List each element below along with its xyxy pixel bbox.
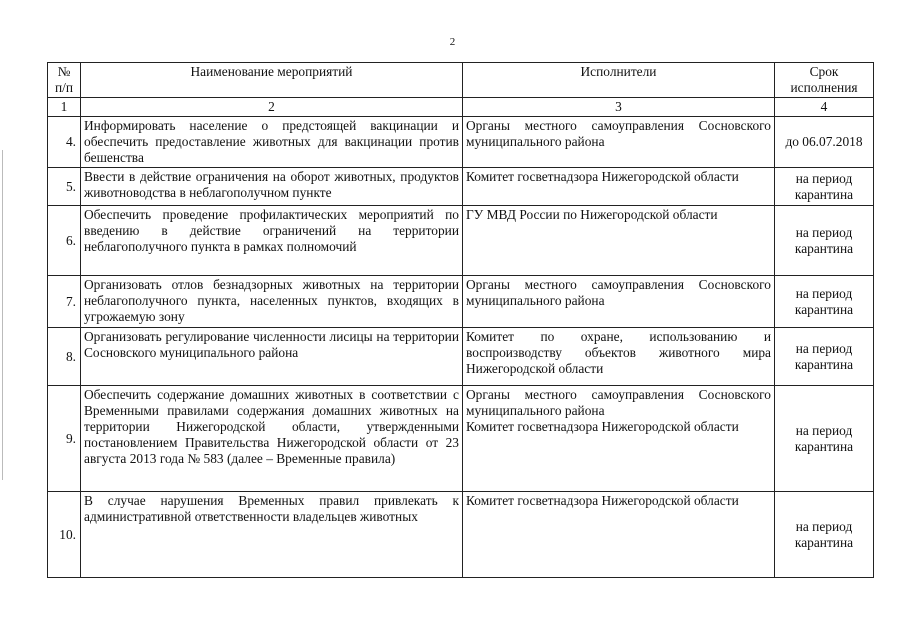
row-number: 5. (48, 168, 81, 206)
table-row (48, 386, 874, 492)
term-cell: до 06.07.2018 (775, 117, 874, 168)
term-cell: на период карантина (775, 492, 874, 578)
executor: Комитет госветнадзора Нижегородской области (466, 493, 739, 508)
measure-name: Ввести в действие ограничения на оборот животных, продуктов животноводства в неблагополучном пункте (81, 168, 463, 206)
row-number: 8. (48, 328, 81, 386)
measures-table (47, 62, 874, 578)
measure-name: Информировать население о предстоящей вакцинации и обеспечить предоставление животных для вакцинации против бешенства (81, 117, 463, 168)
index-row (48, 98, 874, 117)
executors-cell (463, 168, 775, 206)
executor: Органы местного самоуправления Сосновского муниципального района (466, 118, 771, 149)
executor: Комитет по охране, использованию и воспроизводству объектов животного мира Нижегородской области (466, 329, 771, 376)
index-cell: 2 (81, 98, 463, 117)
row-number: 6. (48, 206, 81, 276)
executors-cell (463, 386, 775, 492)
term-cell: на период карантина (775, 206, 874, 276)
header-executors: Исполнители (463, 63, 775, 98)
executor: Органы местного самоуправления Сосновского муниципального района (466, 387, 771, 418)
term-cell: на период карантина (775, 386, 874, 492)
scan-edge-line (2, 150, 3, 480)
index-cell: 1 (48, 98, 81, 117)
header-term: Срок исполнения (775, 63, 874, 98)
executors-cell (463, 117, 775, 168)
measure-name: Организовать отлов безнадзорных животных на территории неблагополучного пункта, населенных пунктов, входящих в угрожаемую зону (81, 276, 463, 328)
index-cell: 3 (463, 98, 775, 117)
executor: Комитет госветнадзора Нижегородской области (466, 419, 739, 434)
table-row (48, 206, 874, 276)
executors-cell (463, 492, 775, 578)
term-cell: на период карантина (775, 328, 874, 386)
term-cell: на период карантина (775, 168, 874, 206)
header-name: Наименование мероприятий (81, 63, 463, 98)
header-row (48, 63, 874, 98)
table-row (48, 168, 874, 206)
row-number: 9. (48, 386, 81, 492)
measure-name: В случае нарушения Временных правил привлекать к административной ответственности владельцев животных (81, 492, 463, 578)
row-number: 4. (48, 117, 81, 168)
executors-cell (463, 206, 775, 276)
measure-name: Организовать регулирование численности лисицы на территории Сосновского муниципального района (81, 328, 463, 386)
executor: Комитет госветнадзора Нижегородской области (466, 169, 739, 184)
executor: ГУ МВД России по Нижегородской области (466, 207, 718, 222)
measure-name: Обеспечить содержание домашних животных в соответствии с Временными правилами содержания домашних животных на территории Нижегородской области, утвержденными постановлением Правительства Нижегородской области от 23 августа 2013 года № 583 (далее – Временные правила) (81, 386, 463, 492)
table-row (48, 492, 874, 578)
header-num: № п/п (48, 63, 81, 98)
term-cell: на период карантина (775, 276, 874, 328)
table-row (48, 328, 874, 386)
index-cell: 4 (775, 98, 874, 117)
table-row (48, 117, 874, 168)
executor: Органы местного самоуправления Сосновского муниципального района (466, 277, 771, 308)
row-number: 10. (48, 492, 81, 578)
executors-cell (463, 276, 775, 328)
page-number: 2 (449, 36, 456, 48)
row-number: 7. (48, 276, 81, 328)
executors-cell (463, 328, 775, 386)
measure-name: Обеспечить проведение профилактических мероприятий по введению в действие ограничений на территории неблагополучного пункта в рамках полномочий (81, 206, 463, 276)
table-row (48, 276, 874, 328)
